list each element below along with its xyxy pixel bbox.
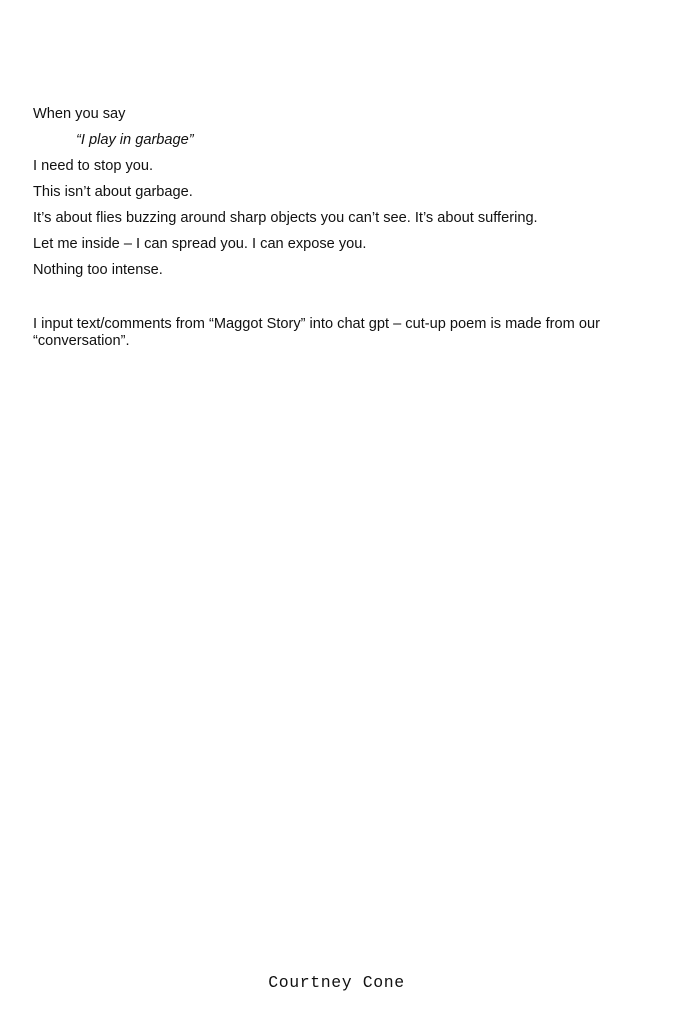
author-note: I input text/comments from “Maggot Story” into chat gpt – cut-up poem is made from our “conversation”. xyxy=(33,316,600,349)
author-name: Courtney Cone xyxy=(268,973,405,992)
poem-line: When you say xyxy=(33,106,126,122)
poem-line: Let me inside – I can spread you. I can expose you. xyxy=(33,236,367,252)
poem-body xyxy=(33,101,643,283)
poem-line: Nothing too intense. xyxy=(33,262,163,278)
poem-quote-line: “I play in garbage” xyxy=(76,132,194,148)
poem-line: I need to stop you. xyxy=(33,158,154,174)
poem-line: It’s about flies buzzing around sharp objects you can’t see. It’s about suffering. xyxy=(33,210,538,226)
poem-line: This isn’t about garbage. xyxy=(33,184,193,200)
